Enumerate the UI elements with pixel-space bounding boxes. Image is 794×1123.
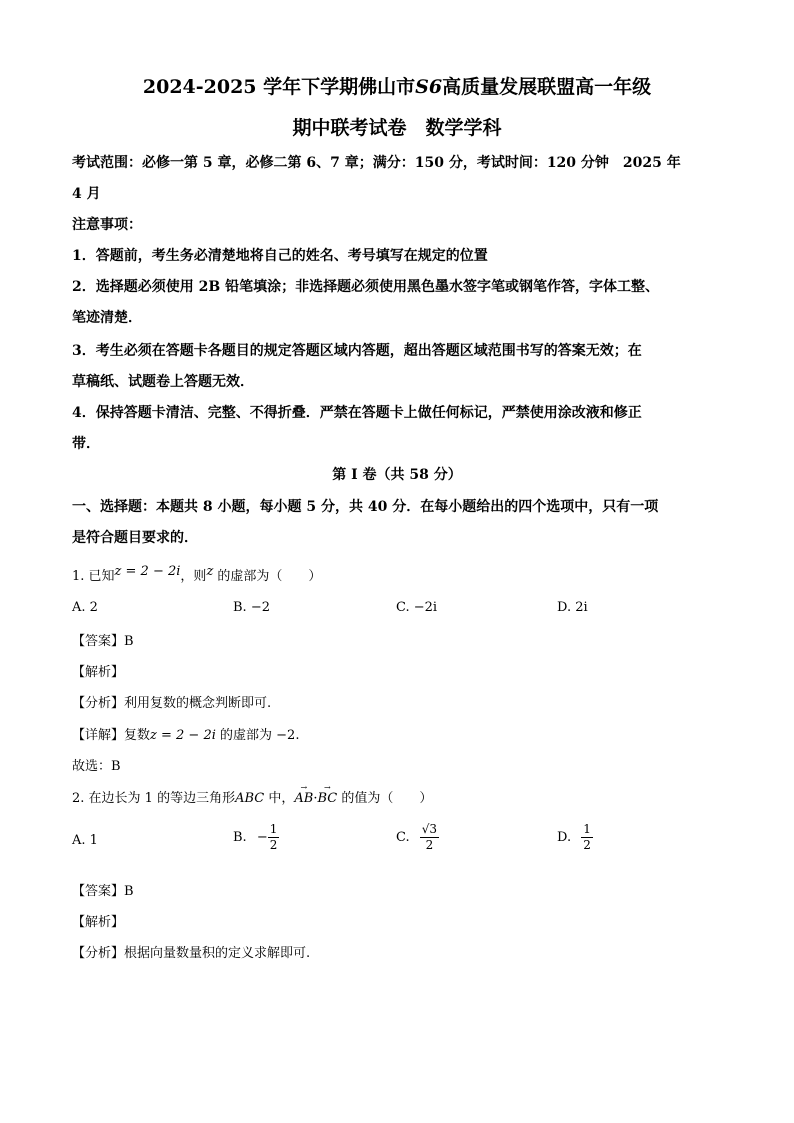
note-item-4-line-2: 带． <box>72 436 100 452</box>
note-item-3-line-2: 草稿纸、试题卷上答题无效． <box>72 374 254 390</box>
note-item-2-line-2: 笔迹清楚． <box>72 310 142 326</box>
q2-option-a: A. 1 <box>72 833 98 848</box>
q2-option-b-fraction: $\frac{1}{2}$ <box>269 822 278 852</box>
title-line-1: 2024-2025 学年下学期佛山市S6高质量发展联盟高一年级 <box>142 76 652 98</box>
section-intro-line-1: 一、选择题：本题共 8 小题，每小题 5 分，共 40 分．在每小题给出的四个选项中，只有一项 <box>72 499 659 515</box>
q1-xiangjie-formula: z = 2 − 2i <box>150 728 216 743</box>
q1-formula: z = 2 − 2i <box>114 564 181 579</box>
exam-info-line-1: 考试范围：必修一第 5 章，必修二第 6、7 章；满分：150 分，考试时间：120 分钟 2025 年 <box>72 155 681 171</box>
q2-option-d-fraction: $\frac{1}{2}$ <box>583 822 591 852</box>
notes-heading: 注意事项： <box>72 217 142 233</box>
section-intro-line-2: 是符合题目要求的． <box>72 530 198 546</box>
q2-fenxi: 【分析】根据向量数量积的定义求解即可. <box>72 946 311 961</box>
q1-choice: 故选：B <box>72 759 121 774</box>
title-line-2: 期中联考试卷 数学学科 <box>292 117 502 139</box>
q2-stem: 2. 在边长为 1 的等边三角形ABC 中，→ AB·→ BC 的值为（ ） <box>72 787 432 806</box>
q2-option-c: C. $\frac{√3}{2}$ <box>396 822 438 852</box>
q2-option-d: D. $\frac{1}{2}$ <box>557 822 591 852</box>
q1-option-a: A. 2 <box>72 600 98 615</box>
note-item-3-line-1: 3．考生必须在答题卡各题目的规定答题区域内答题，超出答题区域范围书写的答案无效；在 <box>72 343 642 359</box>
title-s6: S6 <box>415 76 443 98</box>
q1-analysis-label: 【解析】 <box>72 665 125 680</box>
q1-xiangjie: 【详解】复数z = 2 − 2i 的虚部为 −2. <box>72 728 300 743</box>
note-item-4-line-1: 4．保持答题卡清洁、完整、不得折叠．严禁在答题卡上做任何标记，严禁使用涂改液和修正 <box>72 405 642 421</box>
q2-analysis-label: 【解析】 <box>72 915 125 930</box>
q2-vector-bc: → BC <box>317 791 337 806</box>
section-title: 第 I 卷（共 58 分） <box>332 467 462 483</box>
q2-option-c-fraction: $\frac{√3}{2}$ <box>421 822 438 852</box>
q1-stem: 1. 已知z = 2 − 2i，则z 的虚部为（ ） <box>72 564 322 584</box>
q2-option-b: B. − $\frac{1}{2}$ <box>233 822 278 852</box>
q1-fenxi: 【分析】利用复数的概念判断即可. <box>72 696 272 711</box>
note-item-1: 1．答题前，考生务必清楚地将自己的姓名、考号填写在规定的位置 <box>72 248 488 264</box>
q1-option-c: C. −2i <box>396 600 438 615</box>
exam-info-line-2: 4 月 <box>72 186 101 202</box>
q1-option-d: D. 2i <box>557 600 588 615</box>
q1-var: z <box>206 564 214 579</box>
q2-triangle: ABC <box>235 791 265 806</box>
q2-vector-ab: → AB <box>294 791 313 806</box>
q1-option-b: B. −2 <box>233 600 270 615</box>
q2-answer: 【答案】B <box>72 884 134 899</box>
q1-answer: 【答案】B <box>72 634 134 649</box>
note-item-2-line-1: 2．选择题必须使用 2B 铅笔填涂；非选择题必须使用黑色墨水签字笔或钢笔作答，字体工整、 <box>72 279 660 295</box>
